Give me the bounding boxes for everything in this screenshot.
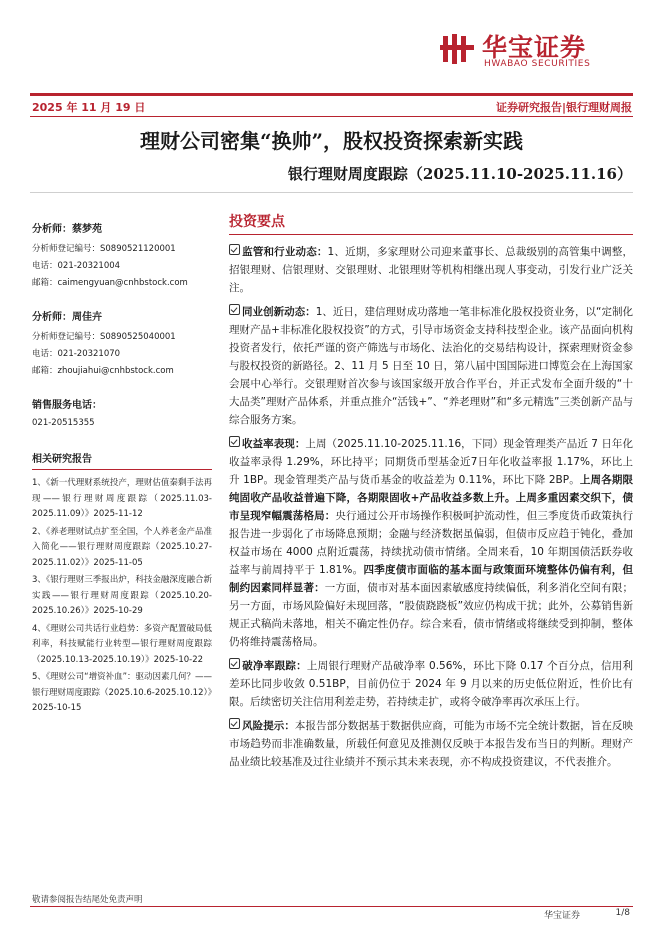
key-point-innovation (229, 303, 633, 429)
analyst-email[interactable]: 邮箱：caimengyuan@cnhbstock.com (32, 278, 188, 288)
report-title: 理财公司密集“换帅”，股权投资探索新实践 (139, 129, 523, 153)
analyst-email[interactable]: 邮箱：zhoujiahui@cnhbstock.com (32, 366, 174, 376)
analyst-tel: 电话：021-20321004 (32, 261, 121, 271)
analyst-label: 分析师： (32, 312, 72, 323)
related-reports-heading: 相关研究报告 (32, 450, 212, 470)
checkbox-icon (229, 718, 240, 729)
analyst-label: 分析师： (32, 224, 72, 235)
report-date: 2025 年 11 月 19 日 (32, 101, 146, 114)
related-report-item[interactable]: 1、《新一代理财系统投产，理财估值秦剩手法再现——银行理财周度跟踪（2025.11.03-2025.11.09）》2025-11-12 (32, 478, 212, 519)
report-type: 证券研究报告|银行理财周报 (495, 101, 632, 114)
checkbox-icon (229, 244, 240, 255)
analyst-reg: 分析师登记编号：S0890525040001 (32, 332, 176, 342)
checkbox-icon (229, 304, 240, 315)
point-text: 1、近日，建信理财成功落地一笔非标准化股权投资业务，以“定制化理财产品+非标准化股权投资”的方式，引导市场资金支持科技型企业。该产品面向机构投资者发行，依托严谨的资产筛选与市场化、法治化的交易结构设计，探索理财资金参与股权投资的新路径。2、11 月 5 日至 10 日，第八届中国国际进口博览会在上海国家会展中心举行。交银理财首次参与该国家级开放合作平台，并正式发布全面升级的“十大品类”理财产品体系，并重点推介“活钱+”、“养老理财”和“多元精选”三类创新产品与综合服务方案。 (229, 306, 633, 426)
logo-text-en: HWABAO SECURITIES (484, 59, 591, 69)
key-point-yield (229, 435, 633, 651)
point-text: 上周银行理财产品破净率 0.56%，环比下降 0.17 个百分点，信用利差环比同步收敛 0.51BP，目前仍位于 2024 年 9 月以来的历史低位附近，性价比有限。后续密切关注信用利差走势，若持续走扩，或将令破净率再次承压上行。 (229, 660, 633, 708)
report-subtitle: 银行理财周度跟踪（2025.11.10-2025.11.16） (287, 165, 632, 183)
point-lead: 同业创新动态： (242, 306, 316, 318)
analyst-heading (32, 220, 212, 235)
analyst-tel: 电话：021-20321070 (32, 349, 121, 359)
section-title: 投资要点 (229, 213, 633, 235)
header-divider (30, 93, 633, 96)
analyst-block (32, 220, 212, 288)
footer-disclaimer: 敬请参阅报告结尾处免责声明 (32, 895, 143, 905)
checkbox-icon (229, 436, 240, 447)
analyst-block (32, 308, 212, 376)
analyst-name: 蔡梦苑 (72, 224, 102, 235)
point-text: 一方面，债市对基本面因素敏感度持续偏低，利多消化空间有限；另一方面，市场风险偏好未现回落，“股债跷跷板”效应仍构成干扰；此外，公募销售新规正式稿尚未落地，相关不确定性仍存。综合来看，债市情绪或将继续受到抑制，整体仍将维持震荡格局。 (229, 582, 634, 648)
point-text: 央行通过公开市场操作积极呵护流动性，但三季度货币政策执行报告进一步弱化了市场降息预期；金融与经济数据虽偏弱，但债市反应趋于钝化，叠加权益市场在 4000 点附近震荡，持续扰动债市情绪。全周来看，10 年期国债活跃券收益率与前周持平于 1.81%。 (229, 510, 634, 576)
point-bold: 上周各期限纯固收产品收益普遍下降，各期限固收+产品收益多数上升。上周多重因素交织下，债市呈现窄幅震荡格局： (229, 474, 633, 522)
point-bold: 四季度债市面临的基本面与政策面环境整体仍偏有利，但制约因素同样显著： (229, 564, 633, 594)
point-text: 上周（2025.11.10-2025.11.16，下同）现金管理类产品近 7 日年化收益率录得 1.29%，环比持平；同期货币型基金近7日年化收益率报 1.17%，环比上升 1BP。现金管理类产品与货币基金的收益差为 0.11%，环比下降 2BP。 (229, 438, 633, 486)
main-content (229, 213, 633, 777)
related-report-item[interactable]: 3、《银行理财三季报出炉，科技金融深度融合新实践——银行理财周度跟踪（2025.10.20-2025.10.26）》2025-10-29 (32, 575, 212, 616)
footer-divider (30, 906, 633, 907)
point-text: 本报告部分数据基于数据供应商，可能为市场不完全统计数据，旨在反映市场趋势而非准确数量，所载任何意见及推测仅反映于本报告发布当日的判断。理财产品业绩比较基准及过往业绩并不预示其未来表现，亦不构成投资建议，不代表推介。 (229, 720, 633, 768)
point-lead: 收益率表现： (242, 438, 306, 450)
analyst-name: 周佳卉 (72, 312, 102, 323)
page-number: 1/8 (615, 908, 630, 918)
sales-heading: 销售服务电话： (32, 400, 102, 411)
sales-phone: 021-20515355 (32, 418, 95, 428)
related-report-item[interactable]: 4、《理财公司共话行业趋势：多资产配置破局低利率，科技赋能行业转型—银行理财周度跟踪（2025.10.13-2025.10.19）》2025-10-22 (32, 623, 212, 665)
related-report-item[interactable]: 2、《养老理财试点扩至全国，个人养老金产品准入简化——银行理财周度跟踪（2025.10.27-2025.11.02）》2025-11-05 (32, 526, 212, 568)
point-text: 1、近期，多家理财公司迎来董事长、总裁级别的高管集中调整，招银理财、信银理财、交银理财、北银理财等机构相继出现人事变动，引发行业广泛关注。 (229, 246, 634, 294)
checkbox-icon (229, 658, 240, 669)
title-divider (30, 192, 633, 193)
footer-brand: 华宝证券 (544, 911, 581, 921)
logo-mark-icon (440, 32, 474, 66)
sidebar (32, 220, 212, 719)
key-point-breakeven (229, 657, 633, 711)
logo-text-cn: 华宝证券 (482, 33, 587, 62)
point-lead: 破净率跟踪： (242, 660, 307, 672)
key-point-risk (229, 717, 633, 771)
analyst-reg: 分析师登记编号：S0890521120001 (32, 244, 176, 254)
point-lead: 监管和行业动态： (242, 246, 328, 258)
key-point-regulation (229, 243, 633, 297)
header-divider-thin (30, 116, 633, 117)
related-report-item[interactable]: 5、《理财公司“增资补血”：驱动因素几何？——银行理财周度跟踪（2025.10.6-2025.10.12）》2025-10-15 (32, 672, 212, 713)
point-lead: 风险提示： (242, 720, 295, 732)
analyst-heading (32, 308, 212, 323)
company-logo (440, 26, 630, 74)
sales-block (32, 396, 212, 428)
